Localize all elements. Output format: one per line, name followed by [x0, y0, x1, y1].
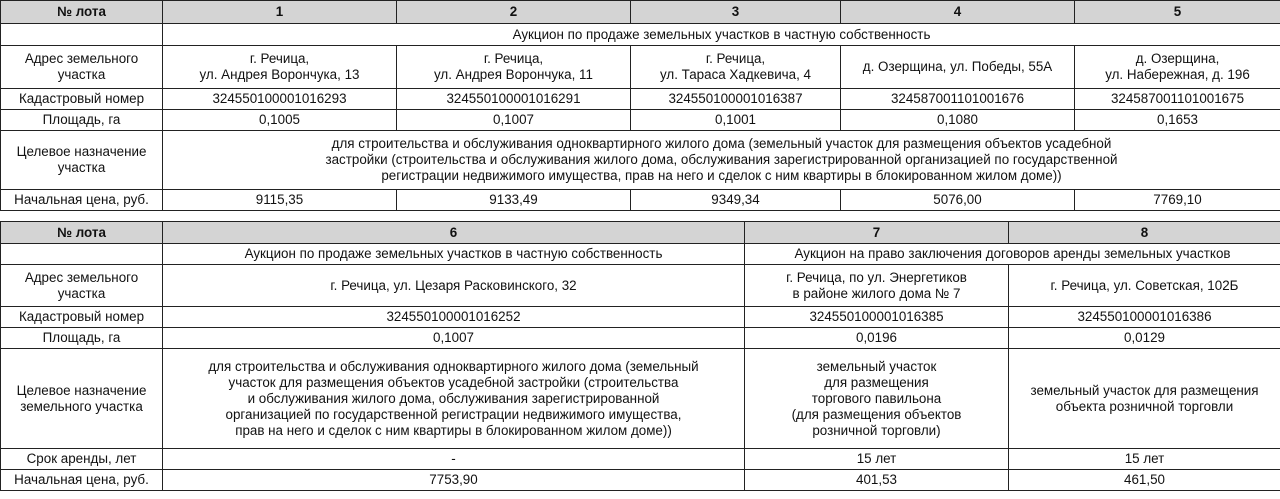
price-value: 401,53	[745, 470, 1009, 491]
area-value: 0,0129	[1009, 328, 1280, 349]
price-value: 461,50	[1009, 470, 1280, 491]
address-cell	[163, 46, 397, 89]
address-line: ул. Андрея Ворончука, 11	[434, 67, 593, 82]
cadastral-label: Кадастровый номер	[1, 307, 163, 328]
address-line: г. Речица,	[249, 51, 310, 66]
price-row	[1, 190, 1280, 211]
lot-number: 6	[163, 222, 745, 244]
auction-type-row	[1, 244, 1280, 265]
auction-type-lease: Аукцион на право заключения договоров аренды земельных участков	[745, 244, 1280, 265]
lot-number-label: № лота	[1, 1, 163, 24]
cadastral-number: 324587001101001676	[841, 89, 1075, 110]
address-cell	[163, 265, 745, 307]
lease-term-row	[1, 449, 1280, 470]
address-cell	[397, 46, 631, 89]
purpose-label: Целевое назначение земельного участка	[1, 349, 163, 449]
price-label: Начальная цена, руб.	[1, 470, 163, 491]
price-value: 7769,10	[1075, 190, 1280, 211]
lease-term-label: Срок аренды, лет	[1, 449, 163, 470]
lot-number-row	[1, 222, 1280, 244]
price-value: 9133,49	[397, 190, 631, 211]
address-cell	[841, 46, 1075, 89]
lease-term-value: 15 лет	[745, 449, 1009, 470]
area-label: Площадь, га	[1, 328, 163, 349]
address-line: ул. Набережная, д. 196	[1105, 67, 1250, 82]
address-label: Адрес земельного участка	[1, 46, 163, 89]
cadastral-row	[1, 89, 1280, 110]
price-row	[1, 470, 1280, 491]
address-cell	[1009, 265, 1280, 307]
lot-number: 4	[841, 1, 1075, 24]
area-value: 0,1080	[841, 110, 1075, 131]
purpose-label: Целевое назначение участка	[1, 131, 163, 190]
cadastral-number: 324550100001016386	[1009, 307, 1280, 328]
auction-type: Аукцион по продаже земельных участков в частную собственность	[163, 24, 1280, 46]
address-row	[1, 265, 1280, 307]
purpose-row	[1, 349, 1280, 449]
address-line: г. Речица,	[483, 51, 544, 66]
purpose-line: для строительства и обслуживания одноквартирного жилого дома (земельный участок для размещения объектов усадебной	[331, 136, 1112, 151]
lease-term-value: -	[163, 449, 745, 470]
address-row	[1, 46, 1280, 89]
address-cell	[631, 46, 841, 89]
lot-number: 7	[745, 222, 1009, 244]
area-label: Площадь, га	[1, 110, 163, 131]
address-line: г. Речица,	[705, 51, 766, 66]
cadastral-number: 324550100001016385	[745, 307, 1009, 328]
lot-number: 3	[631, 1, 841, 24]
address-line: г. Речица, ул. Советская, 102Б	[1050, 277, 1239, 293]
cadastral-number: 324550100001016387	[631, 89, 841, 110]
lease-term-value: 15 лет	[1009, 449, 1280, 470]
purpose-line: для размещения	[824, 374, 929, 390]
address-label: Адрес земельного участка	[1, 265, 163, 307]
purpose-line: регистрации недвижимого имущества, прав на него и сделок с ним квартиры в блокированном жилом доме))	[381, 168, 1062, 183]
lot-number-label: № лота	[1, 222, 163, 244]
lot-number: 1	[163, 1, 397, 24]
purpose-line: розничной торговли)	[812, 422, 941, 438]
lots-table-6-8	[0, 221, 1280, 491]
cadastral-number: 324587001101001675	[1075, 89, 1280, 110]
purpose-text	[1009, 349, 1280, 449]
price-label: Начальная цена, руб.	[1, 190, 163, 211]
purpose-text	[163, 131, 1280, 190]
purpose-line: торгового павильона	[811, 390, 942, 406]
address-line: г. Речица, ул. Цезаря Расковинского, 32	[330, 277, 577, 293]
auction-type-sale: Аукцион по продаже земельных участков в частную собственность	[163, 244, 745, 265]
lot-number-row	[1, 1, 1280, 24]
area-value: 0,1005	[163, 110, 397, 131]
cadastral-number: 324550100001016293	[163, 89, 397, 110]
purpose-row	[1, 131, 1280, 190]
price-value: 9115,35	[163, 190, 397, 211]
purpose-line: участок для размещения объектов усадебной застройки (строительства	[228, 374, 679, 390]
address-cell	[1075, 46, 1280, 89]
address-cell	[745, 265, 1009, 307]
area-value: 0,1007	[397, 110, 631, 131]
price-value: 9349,34	[631, 190, 841, 211]
address-line: ул. Андрея Ворончука, 13	[199, 67, 360, 82]
area-value: 0,1001	[631, 110, 841, 131]
area-value: 0,1007	[163, 328, 745, 349]
purpose-line: и обслуживания жилого дома, обслуживания зарегистрированной	[247, 390, 660, 406]
purpose-line: (для размещения объектов	[791, 406, 962, 422]
address-line: в районе жилого дома № 7	[792, 285, 961, 301]
area-row	[1, 328, 1280, 349]
purpose-line: земельный участок	[816, 358, 937, 374]
lot-number: 8	[1009, 222, 1280, 244]
auction-type-row	[1, 24, 1280, 46]
address-line: д. Озерщина,	[1135, 51, 1220, 66]
cadastral-row	[1, 307, 1280, 328]
cadastral-number: 324550100001016291	[397, 89, 631, 110]
lot-number: 5	[1075, 1, 1280, 24]
purpose-line: для строительства и обслуживания одноквартирного жилого дома (земельный	[208, 358, 699, 374]
address-line: г. Речица, по ул. Энергетиков	[786, 269, 967, 285]
purpose-line: прав на него и сделок с ним квартиры в блокированном жилом доме))	[235, 422, 672, 438]
purpose-line: земельный участок для размещения	[1030, 382, 1259, 398]
lot-number: 2	[397, 1, 631, 24]
empty-cell	[1, 244, 163, 265]
purpose-line: застройки (строительства и обслуживания жилого дома, обслуживания зарегистрированной организацией по государственной	[325, 152, 1118, 167]
cadastral-label: Кадастровый номер	[1, 89, 163, 110]
address-line: д. Озерщина, ул. Победы, 55А	[862, 59, 1053, 74]
lots-table-1-5	[0, 0, 1280, 211]
purpose-line: организацией по государственной регистрации недвижимого имущества,	[225, 406, 682, 422]
price-value: 7753,90	[163, 470, 745, 491]
purpose-line: объекта розничной торговли	[1055, 398, 1234, 414]
area-value: 0,1653	[1075, 110, 1280, 131]
price-value: 5076,00	[841, 190, 1075, 211]
purpose-text	[745, 349, 1009, 449]
area-value: 0,0196	[745, 328, 1009, 349]
area-row	[1, 110, 1280, 131]
cadastral-number: 324550100001016252	[163, 307, 745, 328]
empty-cell	[1, 24, 163, 46]
address-line: ул. Тараса Хадкевича, 4	[660, 67, 811, 82]
purpose-text	[163, 349, 745, 449]
